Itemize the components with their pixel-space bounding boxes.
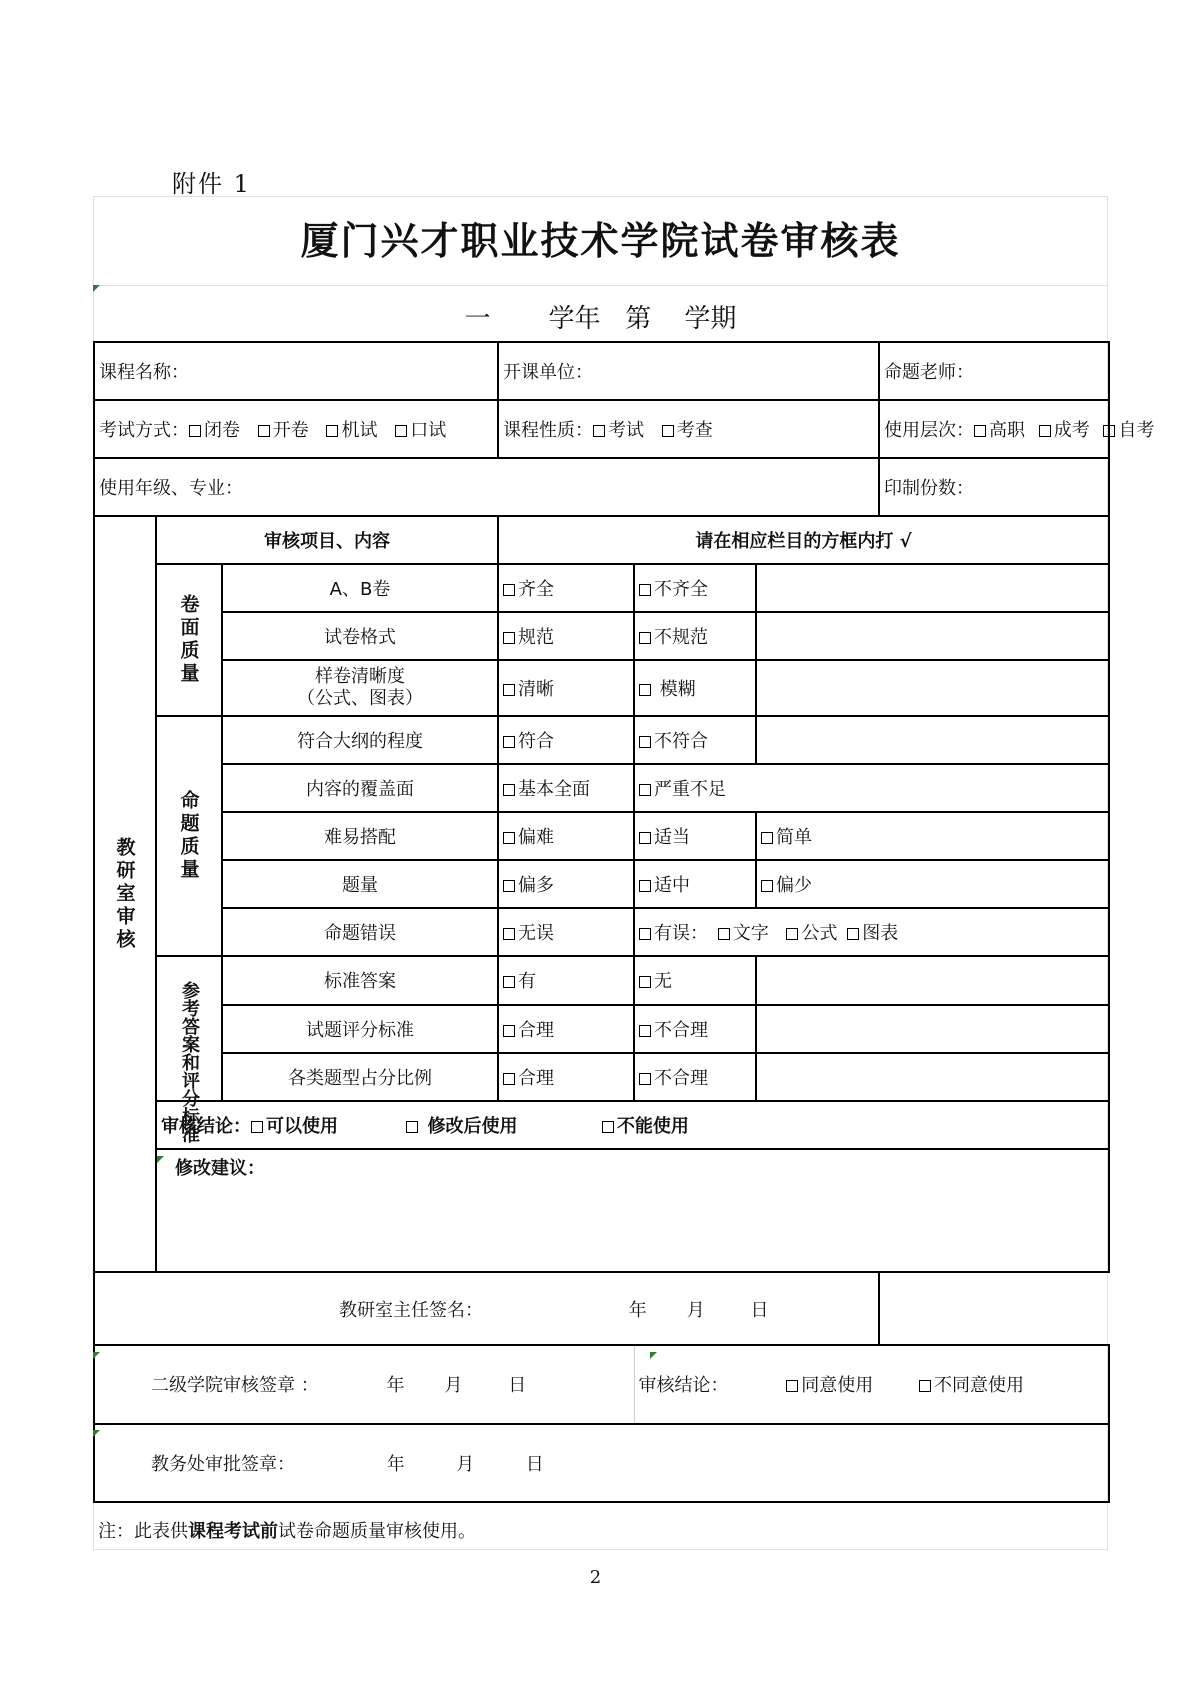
director-signature-row[interactable]: 教研室主任签名： 年 月 日 xyxy=(94,1272,879,1345)
teacher-field[interactable]: 命题老师： xyxy=(879,342,1109,400)
option-2[interactable]: 模糊 xyxy=(634,660,756,716)
corner-mark xyxy=(157,1156,164,1163)
review-item: 内容的覆盖面 xyxy=(222,764,498,812)
option-1[interactable]: 有 xyxy=(498,956,634,1004)
option-1[interactable]: 合理 xyxy=(498,1005,634,1053)
exam-mode-open[interactable]: 开卷 xyxy=(258,420,309,441)
review-side-label: 教研室审核 xyxy=(94,516,156,1272)
option-2[interactable]: 适中 xyxy=(634,860,756,908)
review-item: 题量 xyxy=(222,860,498,908)
option-1[interactable]: 符合 xyxy=(498,716,634,764)
term-row xyxy=(93,285,1108,342)
option-2[interactable]: 不齐全 xyxy=(634,564,756,612)
academic-affairs-signature[interactable]: 教务处审批签章： 年 月 日 xyxy=(94,1424,1109,1502)
corner-mark xyxy=(650,1352,657,1359)
review-form-table xyxy=(93,341,1155,1503)
grade-major-field[interactable]: 使用年级、专业： xyxy=(94,458,879,516)
dept-field[interactable]: 开课单位： xyxy=(498,342,879,400)
error-formula[interactable]: 公式 xyxy=(786,923,837,944)
error-chart[interactable]: 图表 xyxy=(847,923,898,944)
checkmark-icon: √ xyxy=(899,530,912,552)
group-label-content: 命题质量 xyxy=(156,716,222,957)
option-2[interactable]: 不合理 xyxy=(634,1053,756,1101)
college-conclusion: 审核结论： 同意使用 不同意使用 xyxy=(634,1345,1109,1423)
option-1[interactable]: 偏多 xyxy=(498,860,634,908)
review-item: 难易搭配 xyxy=(222,812,498,860)
conclusion-after-revision[interactable]: 修改后使用 xyxy=(406,1116,517,1137)
conclusion-row: 审核结论： 可以使用 修改后使用 不能使用 xyxy=(156,1101,1109,1149)
level-self[interactable]: 自考 xyxy=(1103,420,1154,441)
conclusion-unusable[interactable]: 不能使用 xyxy=(602,1116,689,1137)
review-item: 样卷清晰度 （公式、图表） xyxy=(222,660,498,716)
review-item: 各类题型占分比例 xyxy=(222,1053,498,1101)
level-cell: 使用层次： 高职 成考 自考 xyxy=(879,400,1109,458)
review-item: 试题评分标准 xyxy=(222,1005,498,1053)
corner-mark xyxy=(93,1430,100,1437)
exam-mode-oral[interactable]: 口试 xyxy=(395,420,446,441)
review-item: 试卷格式 xyxy=(222,612,498,660)
header-item: 审核项目、内容 xyxy=(156,516,498,563)
conclusion-usable[interactable]: 可以使用 xyxy=(251,1116,338,1137)
review-item: 标准答案 xyxy=(222,956,498,1004)
form-title: 厦门兴才职业技术学院试卷审核表 xyxy=(300,218,901,263)
course-type-cell: 课程性质： 考试 考查 xyxy=(498,400,879,458)
option-3[interactable]: 偏少 xyxy=(756,860,1109,908)
corner-mark xyxy=(93,285,100,292)
course-type-check[interactable]: 考查 xyxy=(662,420,713,441)
review-item: A、B卷 xyxy=(222,564,498,612)
option-3[interactable]: 简单 xyxy=(756,812,1109,860)
option-2[interactable]: 有误： 文字 公式 图表 xyxy=(634,908,1109,956)
college-approve[interactable]: 同意使用 xyxy=(786,1375,873,1396)
corner-mark xyxy=(93,1352,100,1359)
term-line: 一 学年 第 学期 xyxy=(464,304,737,334)
option-1[interactable]: 合理 xyxy=(498,1053,634,1101)
option-1[interactable]: 无误 xyxy=(498,908,634,956)
option-1[interactable]: 清晰 xyxy=(498,660,634,716)
option-1[interactable]: 基本全面 xyxy=(498,764,634,812)
course-type-exam[interactable]: 考试 xyxy=(593,420,644,441)
page-number: 2 xyxy=(589,1567,602,1588)
exam-mode-computer[interactable]: 机试 xyxy=(326,420,377,441)
option-2[interactable]: 适当 xyxy=(634,812,756,860)
level-adult[interactable]: 成考 xyxy=(1039,420,1090,441)
option-1[interactable]: 偏难 xyxy=(498,812,634,860)
course-name-label: 课程名称： xyxy=(94,342,222,400)
group-label-answers: 参考答案和评分标准 xyxy=(156,956,222,1100)
review-item: 符合大纲的程度 xyxy=(222,716,498,764)
footnote: 注：此表供课程考试前试卷命题质量审核使用。 xyxy=(98,1521,476,1542)
exam-mode-cell: 考试方式： 闭卷 开卷 机试 口试 xyxy=(94,400,498,458)
option-2[interactable]: 不规范 xyxy=(634,612,756,660)
review-item: 命题错误 xyxy=(222,908,498,956)
option-1[interactable]: 齐全 xyxy=(498,564,634,612)
attachment-label: 附件 1 xyxy=(172,170,251,198)
error-text[interactable]: 文字 xyxy=(718,923,769,944)
group-label-paper: 卷面质量 xyxy=(156,564,222,716)
option-2[interactable]: 严重不足 xyxy=(634,764,1109,812)
option-1[interactable]: 规范 xyxy=(498,612,634,660)
exam-mode-closed[interactable]: 闭卷 xyxy=(189,420,240,441)
college-reject[interactable]: 不同意使用 xyxy=(919,1375,1024,1396)
option-2[interactable]: 不合理 xyxy=(634,1005,756,1053)
level-vocational[interactable]: 高职 xyxy=(974,420,1025,441)
college-signature[interactable]: 二级学院审核签章 ： 年 月 日 xyxy=(94,1345,634,1423)
option-2[interactable]: 不符合 xyxy=(634,716,756,764)
header-instruction: 请在相应栏目的方框内打 √ xyxy=(498,516,1109,563)
suggestion-field[interactable]: 修改建议： xyxy=(156,1149,1109,1272)
option-2[interactable]: 无 xyxy=(634,956,756,1004)
copies-field[interactable]: 印制份数： xyxy=(879,458,1109,516)
course-name-field[interactable] xyxy=(222,342,498,400)
